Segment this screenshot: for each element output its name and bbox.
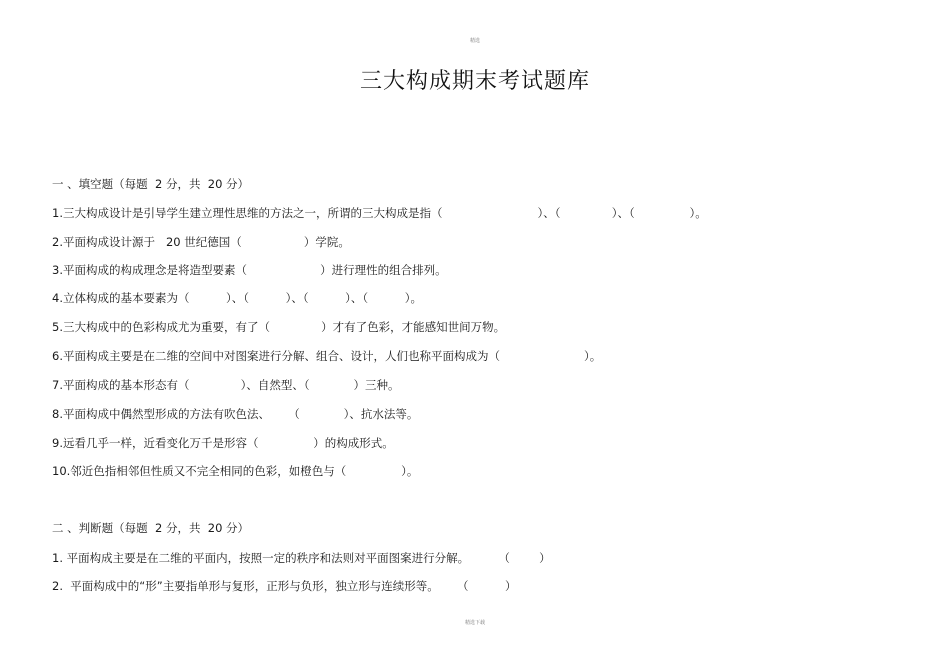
question-fill-7: 7.平面构成的基本形态有（ ）、自然型、（ ）三种。	[52, 378, 400, 392]
question-fill-4: 4.立体构成的基本要素为（ ）、（ ）、（ ）、（ ）。	[52, 291, 422, 305]
question-fill-3: 3.平面构成的构成理念是将造型要素（ ）进行理性的组合排列。	[52, 263, 447, 277]
header-watermark: 精选	[469, 38, 480, 44]
question-tf-1: 1. 平面构成主要是在二维的平面内，按照一定的秩序和法则对平面图案进行分解。 （ ）	[52, 551, 551, 565]
page-title: 三大构成期末考试题库	[359, 69, 590, 94]
section-heading-fill-blank: 一 、填空题（每题 2 分，共 20 分）	[52, 177, 250, 191]
question-fill-5: 5.三大构成中的色彩构成尤为重要，有了（ ）才有了色彩，才能感知世间万物。	[52, 320, 506, 334]
question-fill-8: 8.平面构成中偶然型形成的方法有吹色法、 （ ）、抗水法等。	[52, 407, 419, 421]
footer-watermark: 精选下载	[464, 620, 485, 626]
question-fill-2: 2.平面构成设计源于 20 世纪德国（ ）学院。	[52, 235, 350, 249]
question-fill-1: 1.三大构成设计是引导学生建立理性思维的方法之一，所谓的三大构成是指（ ）、（ ）、（ ）。	[52, 206, 707, 220]
question-tf-2: 2. 平面构成中的“形”主要指单形与复形，正形与负形，独立形与连续形等。 （ ）	[52, 579, 517, 593]
question-fill-10: 10.邻近色指相邻但性质又不完全相同的色彩，如橙色与（ ）。	[52, 464, 419, 478]
section-heading-true-false: 二 、判断题（每题 2 分，共 20 分）	[52, 521, 250, 535]
question-fill-9: 9.远看几乎一样，近看变化万千是形容（ ）的构成形式。	[52, 436, 394, 450]
question-fill-6: 6.平面构成主要是在二维的空间中对图案进行分解、组合、设计，人们也称平面构成为（ ）。	[52, 349, 602, 363]
